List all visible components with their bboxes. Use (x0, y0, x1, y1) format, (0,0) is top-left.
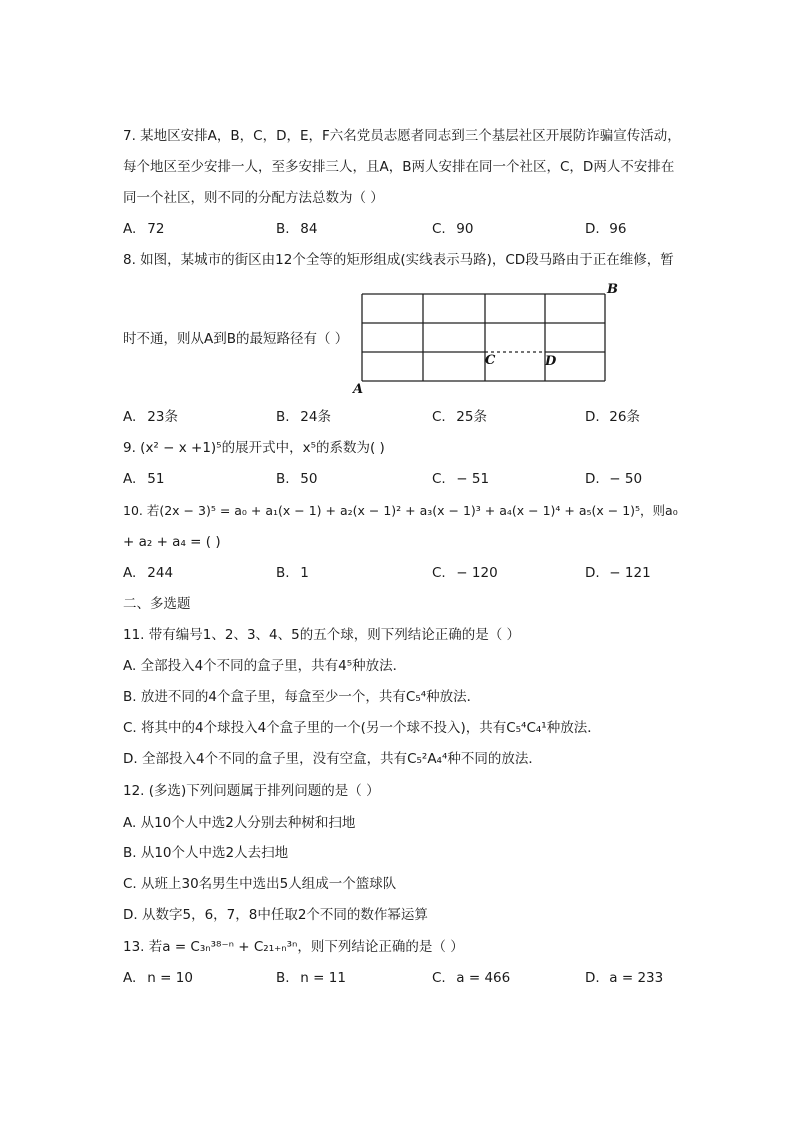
q8-option-d: D. 26条 (585, 409, 640, 425)
section-heading-multi-choice: 二、多选题 (123, 596, 191, 612)
q9-option-a: A. 51 (123, 471, 165, 487)
q9-line: 9. (x² − x +1)⁵的展开式中，x⁵的系数为( ) (123, 440, 385, 456)
q13-stem: 13. 若a = C₃ₙ³⁸⁻ⁿ + C₂₁₊ₙ³ⁿ，则下列结论正确的是（ ） (123, 939, 464, 955)
q10-line-1: 10. 若(2x − 3)⁵ = a₀ + a₁(x − 1) + a₂(x − 1)² + a₃(x − 1)³ + a₄(x − 1)⁴ + a₅(x − 1)⁵，则a₀ (123, 503, 678, 518)
q8-line-2: 时不通，则从A到B的最短路径有（ ） (123, 331, 349, 347)
q13-option-c: C. a = 466 (432, 970, 511, 986)
point-d-label: D (545, 354, 557, 369)
q10-option-b: B. 1 (276, 565, 309, 581)
q12-choice-d: D. 从数字5，6，7，8中任取2个不同的数作幂运算 (123, 907, 428, 923)
q8-option-c: C. 25条 (432, 409, 487, 425)
q10-option-c: C. − 120 (432, 565, 498, 581)
q13-option-a: A. n = 10 (123, 970, 193, 986)
point-c-label: C (485, 353, 496, 368)
q11-choice-d: D. 全部投入4个不同的盒子里，没有空盒，共有C₅²A₄⁴种不同的放法． (123, 751, 542, 767)
q7-option-c: C. 90 (432, 221, 474, 237)
street-grid-figure (345, 280, 630, 395)
q10-option-a: A. 244 (123, 565, 174, 581)
q7-line-1: 7. 某地区安排A，B，C，D，E，F六名党员志愿者同志到三个基层社区开展防诈骗宣传活动， (123, 128, 681, 144)
q12-choice-c: C. 从班上30名男生中选出5人组成一个篮球队 (123, 876, 397, 892)
q7-options (123, 219, 683, 239)
q10-options (123, 563, 683, 583)
q10-option-d: D. − 121 (585, 565, 651, 581)
q11-stem: 11. 带有编号1、2、3、4、5的五个球，则下列结论正确的是（ ） (123, 627, 520, 643)
q12-choice-b: B. 从10个人中选2人去扫地 (123, 845, 289, 861)
q8-options (123, 407, 683, 427)
q9-option-b: B. 50 (276, 471, 318, 487)
q7-option-a: A. 72 (123, 221, 165, 237)
point-a-label: A (353, 382, 364, 395)
q7-option-d: D. 96 (585, 221, 627, 237)
q9-option-d: D. − 50 (585, 471, 643, 487)
q8-option-a: A. 23条 (123, 409, 178, 425)
q9-option-c: C. − 51 (432, 471, 490, 487)
q9-options (123, 469, 683, 489)
q11-choice-a: A. 全部投入4个不同的盒子里，共有4⁵种放法． (123, 658, 407, 674)
q11-choice-c: C. 将其中的4个球投入4个盒子里的一个(另一个球不投入)，共有C₅⁴C₄¹种放法． (123, 720, 601, 736)
q13-option-d: D. a = 233 (585, 970, 664, 986)
q10-line-2: + a₂ + a₄ = ( ) (123, 534, 221, 550)
q7-line-2: 每个地区至少安排一人，至多安排三人，且A，B两人安排在同一个社区，C，D两人不安排在 (123, 159, 675, 175)
q13-options (123, 968, 683, 988)
q7-option-b: B. 84 (276, 221, 318, 237)
point-b-label: B (607, 282, 618, 297)
q12-stem: 12. (多选)下列问题属于排列问题的是（ ） (123, 783, 380, 799)
q13-option-b: B. n = 11 (276, 970, 346, 986)
q8-line-1: 8. 如图，某城市的街区由12个全等的矩形组成(实线表示马路)，CD段马路由于正在维修，暂 (123, 252, 674, 268)
q12-choice-a: A. 从10个人中选2人分别去种树和扫地 (123, 815, 356, 831)
q11-choice-b: B. 放进不同的4个盒子里，每盒至少一个，共有C₅⁴种放法． (123, 689, 481, 705)
q8-option-b: B. 24条 (276, 409, 331, 425)
q7-line-3: 同一个社区，则不同的分配方法总数为（ ） (123, 190, 384, 206)
